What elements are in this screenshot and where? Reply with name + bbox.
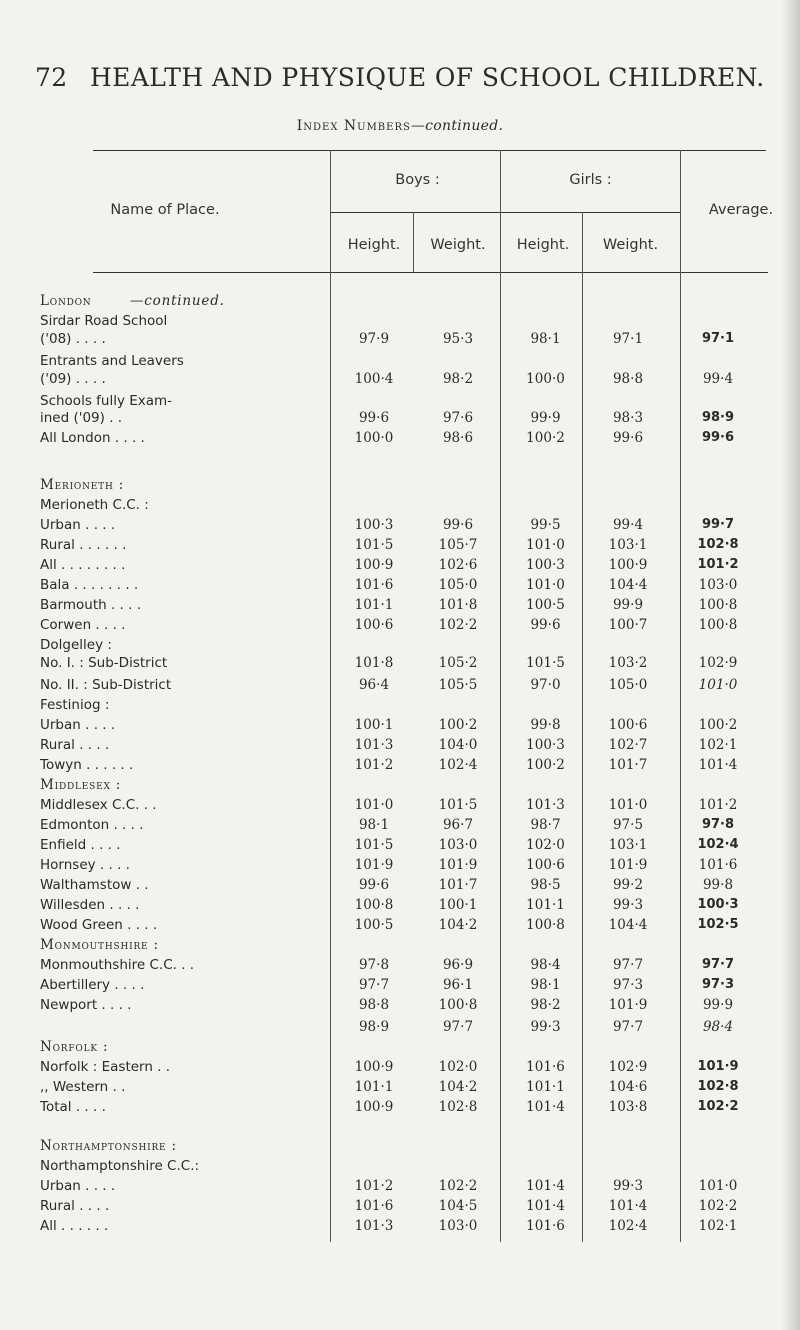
girls-weight-cell: 99·9 [612,597,644,613]
table-row [0,557,800,577]
girls-weight-cell: 98·3 [612,410,644,426]
girls-height-cell: 99·6 [530,617,561,633]
place-name: Walthamstow . . [40,877,149,893]
table-row [0,1079,800,1099]
table-row [0,997,800,1017]
girls-height-cell: 100·5 [526,597,565,613]
table-row [0,917,800,937]
girls-height-cell: 97·0 [530,677,561,693]
boys-height-cell: 100·1 [354,717,394,733]
place-name: Rural . . . . [40,737,110,753]
section-heading-row [0,777,800,797]
place-name: Urban . . . . [40,1178,116,1194]
girls-height-cell: 102·0 [526,837,565,853]
table-row [0,837,800,857]
header-average: Average. [708,202,774,218]
boys-weight-cell: 104·5 [438,1198,478,1214]
table-row [0,410,800,430]
boys-height-cell: 100·9 [354,557,394,573]
table-row [0,655,800,675]
place-name: Wood Green . . . . [40,917,158,933]
place-name: Dolgelley : [40,637,112,653]
table-row [0,617,800,637]
boys-weight-cell: 105·2 [438,655,478,671]
average-cell: 102·2 [698,1198,738,1214]
subtitle-main: Index Numbers [296,118,411,134]
boys-weight-cell: 100·8 [438,997,478,1013]
boys-weight-cell: 102·4 [438,757,478,773]
average-cell: 101·2 [697,557,739,572]
average-cell: 100·3 [697,897,739,912]
average-cell: 97·7 [701,957,735,972]
girls-weight-cell: 97·1 [612,331,644,347]
boys-weight-cell: 104·0 [438,737,478,753]
average-cell: 101·4 [698,757,738,773]
girls-height-cell: 101·1 [526,897,565,913]
place-name: Corwen . . . . [40,617,126,633]
table-row [0,1158,800,1178]
boys-weight-cell: 103·0 [438,1218,478,1234]
girls-height-cell: 101·3 [526,797,565,813]
boys-weight-cell: 102·2 [438,617,478,633]
table-row [0,717,800,737]
boys-height-cell: 101·9 [354,857,394,873]
average-cell: 100·2 [698,717,738,733]
header-name-of-place: Name of Place. [110,202,220,218]
place-name: Willesden . . . . [40,897,140,913]
boys-weight-cell: 102·6 [438,557,478,573]
boys-height-cell: 98·9 [358,1019,390,1035]
place-name: Total . . . . [40,1099,106,1115]
girls-weight-cell: 97·3 [612,977,644,993]
boys-height-cell: 98·8 [358,997,390,1013]
header-boys-weight: Weight. [430,237,486,253]
table-row [0,497,800,517]
place-name: Rural . . . . . . [40,537,127,553]
table-row [0,857,800,877]
average-cell: 102·1 [698,1218,738,1234]
girls-weight-cell: 101·7 [608,757,648,773]
boys-height-cell: 100·0 [354,430,394,446]
page-number: 72 [35,63,68,92]
section-name: Monmouthshire : [40,937,159,953]
average-cell: 99·8 [702,877,734,893]
table-row [0,517,800,537]
average-cell: 102·2 [697,1099,739,1114]
girls-weight-cell: 105·0 [608,677,648,693]
boys-weight-cell: 104·2 [438,917,478,933]
boys-height-cell: 97·9 [358,331,390,347]
place-name: Monmouthshire C.C. . . [40,957,195,973]
boys-weight-cell: 98·6 [442,430,474,446]
boys-weight-cell: 105·5 [438,677,478,693]
average-cell: 102·8 [697,1079,739,1094]
boys-height-cell: 101·0 [354,797,394,813]
boys-weight-cell: 101·9 [438,857,478,873]
place-name: Schools fully Exam- [40,393,173,409]
boys-weight-cell: 105·7 [438,537,478,553]
table-row [0,797,800,817]
section-heading-row [0,477,800,497]
boys-height-cell: 97·8 [358,957,390,973]
place-name: Edmonton . . . . [40,817,144,833]
place-name: Newport . . . . [40,997,132,1013]
section-name-suffix: —continued. [130,293,225,309]
section-heading-row [0,293,800,313]
girls-weight-cell: 99·4 [612,517,644,533]
girls-weight-cell: 99·3 [612,897,644,913]
place-name: Rural . . . . [40,1198,110,1214]
place-name: No. II. : Sub-District [40,677,172,693]
table-row [0,597,800,617]
table-row [0,817,800,837]
place-name: All . . . . . . . . [40,557,126,573]
girls-height-cell: 100·3 [526,737,565,753]
table-row [0,637,800,657]
boys-weight-cell: 96·7 [442,817,474,833]
place-name: Northamptonshire C.C.: [40,1158,200,1174]
boys-height-cell: 101·6 [354,1198,394,1214]
place-name: No. I. : Sub-District [40,655,168,671]
header-boys-height: Height. [347,237,401,253]
average-cell: 100·8 [698,617,738,633]
boys-weight-cell: 103·0 [438,837,478,853]
table-row [0,1099,800,1119]
place-name: Urban . . . . [40,517,116,533]
boys-weight-cell: 96·1 [442,977,474,993]
boys-weight-cell: 101·8 [438,597,478,613]
table-row [0,977,800,997]
boys-weight-cell: 104·2 [438,1079,478,1095]
place-name: Enfield . . . . [40,837,121,853]
boys-height-cell: 101·2 [354,1178,394,1194]
place-name: Festiniog : [40,697,110,713]
place-name: Abertillery . . . . [40,977,145,993]
girls-weight-cell: 101·0 [608,797,648,813]
girls-weight-cell: 102·9 [608,1059,648,1075]
header-boys: Boys : [395,172,440,188]
girls-height-cell: 98·5 [530,877,561,893]
table-row [0,1218,800,1238]
girls-height-cell: 100·8 [526,917,565,933]
girls-height-cell: 101·1 [526,1079,565,1095]
boys-height-cell: 100·6 [354,617,394,633]
boys-height-cell: 100·5 [354,917,394,933]
table-row [0,537,800,557]
average-cell: 98·4 [702,1019,734,1035]
girls-weight-cell: 97·5 [612,817,644,833]
girls-height-cell: 98·4 [530,957,561,973]
girls-weight-cell: 103·1 [608,537,648,553]
girls-weight-cell: 104·6 [608,1079,648,1095]
girls-weight-cell: 101·9 [608,857,648,873]
table-row [0,430,800,450]
place-name: ('08) . . . . [40,331,106,347]
boys-weight-cell: 97·6 [442,410,474,426]
average-cell: 101·9 [697,1059,739,1074]
girls-height-cell: 100·3 [526,557,565,573]
girls-weight-cell: 101·9 [608,997,648,1013]
header-girls-height: Height. [516,237,570,253]
girls-weight-cell: 102·7 [608,737,648,753]
girls-height-cell: 101·4 [526,1099,565,1115]
average-cell: 102·5 [697,917,739,932]
boys-height-cell: 101·5 [354,837,394,853]
running-title: HEALTH AND PHYSIQUE OF SCHOOL CHILDREN. [89,63,765,92]
girls-height-cell: 101·4 [526,1198,565,1214]
boys-height-cell: 101·1 [354,1079,394,1095]
average-cell: 97·8 [701,817,735,832]
section-heading-row [0,1039,800,1059]
table-row [0,677,800,697]
boys-height-cell: 100·3 [354,517,394,533]
subtitle-continued: —continued. [410,118,504,134]
average-cell: 102·9 [698,655,738,671]
place-name: Bala . . . . . . . . [40,577,139,593]
average-cell: 99·4 [702,371,734,387]
table-row [0,1198,800,1218]
girls-height-cell: 100·0 [526,371,565,387]
place-name: Middlesex C.C. . . [40,797,157,813]
girls-height-cell: 100·6 [526,857,565,873]
girls-weight-cell: 100·7 [608,617,648,633]
average-cell: 100·8 [698,597,738,613]
boys-weight-cell: 102·2 [438,1178,478,1194]
boys-weight-cell: 99·6 [442,517,474,533]
boys-height-cell: 101·5 [354,537,394,553]
table-top-rule [93,150,766,151]
header-girls-weight: Weight. [602,237,659,253]
table-row [0,877,800,897]
girls-weight-cell: 99·3 [612,1178,644,1194]
place-name: All . . . . . . [40,1218,109,1234]
girls-weight-cell: 102·4 [608,1218,648,1234]
girls-weight-cell: 101·4 [608,1198,648,1214]
girls-weight-cell: 104·4 [608,577,648,593]
average-cell: 97·3 [701,977,735,992]
girls-weight-cell: 97·7 [612,1019,644,1035]
girls-weight-cell: 103·8 [608,1099,648,1115]
average-cell: 102·4 [697,837,739,852]
girls-height-cell: 98·1 [530,331,561,347]
table-row [0,331,800,351]
table-row [0,697,800,717]
table-row [0,897,800,917]
place-name: ,, Western . . [40,1079,126,1095]
girls-height-cell: 99·9 [530,410,561,426]
table-row [0,737,800,757]
place-name: Hornsey . . . . [40,857,130,873]
boys-height-cell: 100·9 [354,1099,394,1115]
girls-height-cell: 99·8 [530,717,561,733]
girls-height-cell: 101·4 [526,1178,565,1194]
table-row [0,1019,800,1039]
average-cell: 101·2 [698,797,738,813]
boys-weight-cell: 100·2 [438,717,478,733]
girls-height-cell: 101·5 [526,655,565,671]
girls-height-cell: 98·7 [530,817,561,833]
boys-weight-cell: 95·3 [442,331,474,347]
boys-height-cell: 101·3 [354,1218,394,1234]
place-name: Entrants and Leavers [40,353,184,369]
table-row [0,1178,800,1198]
table-row [0,757,800,777]
average-cell: 101·6 [698,857,738,873]
section-heading-row [0,937,800,957]
average-cell: 97·1 [701,331,735,346]
girls-weight-cell: 99·2 [612,877,644,893]
girls-weight-cell: 99·6 [612,430,644,446]
header-girls: Girls : [569,172,612,188]
girls-height-cell: 98·1 [530,977,561,993]
girls-height-cell: 98·2 [530,997,561,1013]
section-name: Merioneth : [40,477,125,493]
place-name: Merioneth C.C. : [40,497,149,513]
girls-weight-cell: 98·8 [612,371,644,387]
section-name: Norfolk : [40,1039,109,1055]
boys-weight-cell: 101·5 [438,797,478,813]
header-bottom-rule [93,272,768,273]
boys-height-cell: 99·6 [358,877,390,893]
table-row [0,353,800,373]
girls-height-cell: 101·6 [526,1059,565,1075]
running-head [35,63,765,92]
boys-height-cell: 98·1 [358,817,390,833]
section-name: Northamptonshire : [40,1138,177,1154]
average-cell: 98·9 [701,410,735,425]
boys-height-cell: 101·2 [354,757,394,773]
section-heading-row [0,1138,800,1158]
boys-weight-cell: 101·7 [438,877,478,893]
girls-weight-cell: 97·7 [612,957,644,973]
table-row [0,313,800,333]
average-cell: 99·6 [701,430,735,445]
boys-height-cell: 101·3 [354,737,394,753]
average-cell: 101·0 [698,1178,738,1194]
girls-height-cell: 100·2 [526,430,565,446]
table-subtitle [0,118,800,134]
girls-height-cell: 99·3 [530,1019,561,1035]
boys-height-cell: 99·6 [358,410,390,426]
section-name: Middlesex : [40,777,122,793]
boys-height-cell: 100·9 [354,1059,394,1075]
average-cell: 103·0 [698,577,738,593]
section-name: London [40,293,92,309]
boys-height-cell: 101·1 [354,597,394,613]
average-cell: 102·8 [697,537,739,552]
boys-weight-cell: 97·7 [442,1019,474,1035]
average-cell: 102·1 [698,737,738,753]
girls-height-cell: 101·0 [526,577,565,593]
place-name: ('09) . . . . [40,371,106,387]
boys-height-cell: 101·6 [354,577,394,593]
girls-weight-cell: 104·4 [608,917,648,933]
boys-weight-cell: 100·1 [438,897,478,913]
table-row [0,957,800,977]
boys-height-cell: 96·4 [358,677,390,693]
average-cell: 101·0 [698,677,738,693]
girls-height-cell: 100·2 [526,757,565,773]
boys-height-cell: 100·8 [354,897,394,913]
table-row [0,1059,800,1079]
table-row [0,371,800,391]
girls-height-cell: 101·6 [526,1218,565,1234]
boys-height-cell: 97·7 [358,977,390,993]
boys-weight-cell: 102·8 [438,1099,478,1115]
girls-weight-cell: 100·6 [608,717,648,733]
girls-weight-cell: 103·1 [608,837,648,853]
boys-weight-cell: 98·2 [442,371,474,387]
group-rule-girls [500,212,680,213]
girls-weight-cell: 100·9 [608,557,648,573]
table-row [0,577,800,597]
girls-weight-cell: 103·2 [608,655,648,671]
place-name: Towyn . . . . . . [40,757,134,773]
place-name: Norfolk : Eastern . . [40,1059,171,1075]
boys-weight-cell: 96·9 [442,957,474,973]
place-name: Urban . . . . [40,717,116,733]
place-name: All London . . . . [40,430,145,446]
place-name: ined ('09) . . [40,410,123,426]
boys-weight-cell: 105·0 [438,577,478,593]
girls-height-cell: 101·0 [526,537,565,553]
boys-height-cell: 101·8 [354,655,394,671]
boys-height-cell: 100·4 [354,371,394,387]
place-name: Sirdar Road School [40,313,168,329]
boys-weight-cell: 102·0 [438,1059,478,1075]
average-cell: 99·7 [701,517,735,532]
average-cell: 99·9 [702,997,734,1013]
place-name: Barmouth . . . . [40,597,141,613]
girls-height-cell: 99·5 [530,517,561,533]
